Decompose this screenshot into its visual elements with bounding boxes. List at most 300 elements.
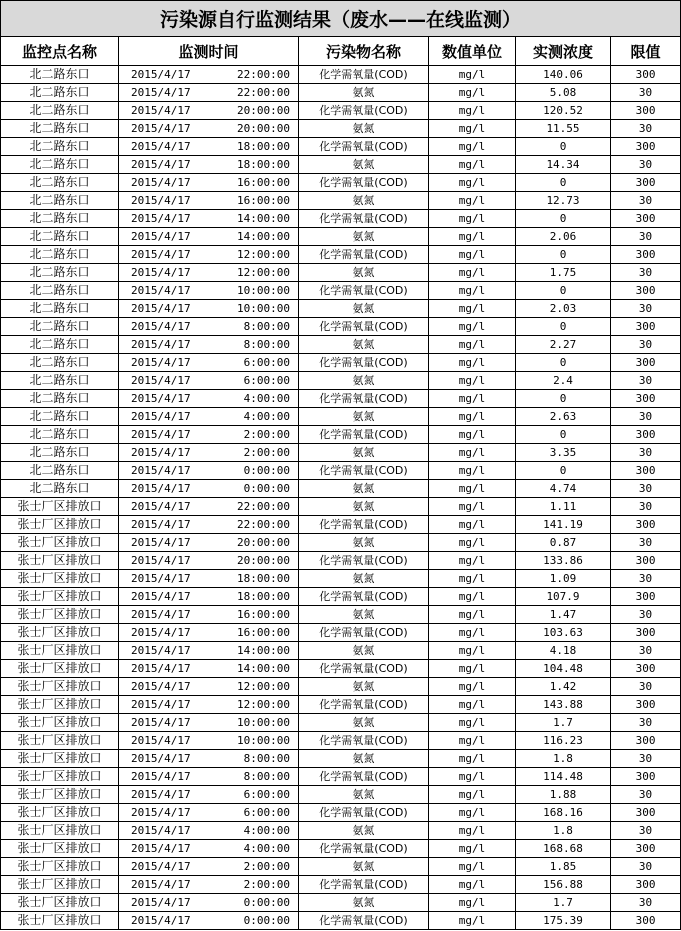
datetime-cell [119, 246, 299, 264]
measured-cell: 175.39 [516, 912, 611, 930]
unit-cell: mg/l [429, 408, 516, 426]
table-row [1, 336, 681, 354]
site-cell: 张士厂区排放口 [1, 552, 119, 570]
pollutant-cell: 氨氮 [299, 894, 429, 912]
pollutant-cell: 化学需氧量(COD) [299, 246, 429, 264]
site-cell: 张士厂区排放口 [1, 912, 119, 930]
date-value: 2015/4/17 [131, 338, 191, 351]
measured-cell: 156.88 [516, 876, 611, 894]
datetime-cell [119, 516, 299, 534]
pollutant-cell: 化学需氧量(COD) [299, 624, 429, 642]
pollutant-cell: 氨氮 [299, 408, 429, 426]
measured-cell: 107.9 [516, 588, 611, 606]
site-cell: 张士厂区排放口 [1, 876, 119, 894]
date-value: 2015/4/17 [131, 896, 191, 909]
header-time: 监测时间 [119, 37, 299, 66]
measured-cell: 0 [516, 318, 611, 336]
site-cell: 北二路东口 [1, 102, 119, 120]
pollutant-cell: 氨氮 [299, 336, 429, 354]
table-row [1, 516, 681, 534]
site-cell: 北二路东口 [1, 354, 119, 372]
pollutant-cell: 化学需氧量(COD) [299, 588, 429, 606]
limit-cell: 30 [611, 444, 681, 462]
datetime-cell [119, 786, 299, 804]
site-cell: 张士厂区排放口 [1, 732, 119, 750]
measured-cell: 4.18 [516, 642, 611, 660]
datetime-cell [119, 696, 299, 714]
pollutant-cell: 氨氮 [299, 120, 429, 138]
datetime-cell [119, 588, 299, 606]
table-title: 污染源自行监测结果（废水——在线监测） [1, 1, 681, 37]
site-cell: 北二路东口 [1, 174, 119, 192]
time-value: 2:00:00 [243, 428, 290, 441]
time-value: 4:00:00 [243, 842, 290, 855]
unit-cell: mg/l [429, 750, 516, 768]
site-cell: 张士厂区排放口 [1, 570, 119, 588]
site-cell: 张士厂区排放口 [1, 534, 119, 552]
time-value: 16:00:00 [237, 626, 290, 639]
pollutant-cell: 氨氮 [299, 264, 429, 282]
datetime-cell [119, 840, 299, 858]
table-row [1, 840, 681, 858]
unit-cell: mg/l [429, 624, 516, 642]
site-cell: 张士厂区排放口 [1, 660, 119, 678]
unit-cell: mg/l [429, 606, 516, 624]
measured-cell: 114.48 [516, 768, 611, 786]
date-value: 2015/4/17 [131, 410, 191, 423]
limit-cell: 300 [611, 210, 681, 228]
site-cell: 北二路东口 [1, 228, 119, 246]
pollutant-cell: 化学需氧量(COD) [299, 318, 429, 336]
pollutant-cell: 化学需氧量(COD) [299, 66, 429, 84]
pollutant-cell: 化学需氧量(COD) [299, 840, 429, 858]
date-value: 2015/4/17 [131, 518, 191, 531]
site-cell: 北二路东口 [1, 390, 119, 408]
header-row [1, 37, 681, 66]
pollutant-cell: 氨氮 [299, 192, 429, 210]
site-cell: 张士厂区排放口 [1, 822, 119, 840]
datetime-cell [119, 480, 299, 498]
unit-cell: mg/l [429, 894, 516, 912]
date-value: 2015/4/17 [131, 734, 191, 747]
unit-cell: mg/l [429, 786, 516, 804]
site-cell: 张士厂区排放口 [1, 714, 119, 732]
site-cell: 张士厂区排放口 [1, 498, 119, 516]
unit-cell: mg/l [429, 660, 516, 678]
unit-cell: mg/l [429, 858, 516, 876]
time-value: 10:00:00 [237, 734, 290, 747]
time-value: 10:00:00 [237, 284, 290, 297]
table-row [1, 786, 681, 804]
unit-cell: mg/l [429, 732, 516, 750]
measured-cell: 0 [516, 426, 611, 444]
pollutant-cell: 化学需氧量(COD) [299, 912, 429, 930]
time-value: 20:00:00 [237, 554, 290, 567]
time-value: 2:00:00 [243, 446, 290, 459]
pollutant-cell: 氨氮 [299, 714, 429, 732]
measured-cell: 2.06 [516, 228, 611, 246]
measured-cell: 1.75 [516, 264, 611, 282]
measured-cell: 12.73 [516, 192, 611, 210]
datetime-cell [119, 768, 299, 786]
site-cell: 北二路东口 [1, 444, 119, 462]
site-cell: 北二路东口 [1, 246, 119, 264]
unit-cell: mg/l [429, 876, 516, 894]
limit-cell: 30 [611, 570, 681, 588]
measured-cell: 1.7 [516, 894, 611, 912]
header-site: 监控点名称 [1, 37, 119, 66]
date-value: 2015/4/17 [131, 590, 191, 603]
date-value: 2015/4/17 [131, 644, 191, 657]
datetime-cell [119, 336, 299, 354]
unit-cell: mg/l [429, 300, 516, 318]
measured-cell: 1.7 [516, 714, 611, 732]
measured-cell: 1.11 [516, 498, 611, 516]
datetime-cell [119, 120, 299, 138]
limit-cell: 30 [611, 498, 681, 516]
date-value: 2015/4/17 [131, 626, 191, 639]
table-row [1, 300, 681, 318]
table-row [1, 282, 681, 300]
date-value: 2015/4/17 [131, 482, 191, 495]
unit-cell: mg/l [429, 264, 516, 282]
measured-cell: 4.74 [516, 480, 611, 498]
date-value: 2015/4/17 [131, 842, 191, 855]
pollutant-cell: 氨氮 [299, 228, 429, 246]
measured-cell: 143.88 [516, 696, 611, 714]
table-row [1, 858, 681, 876]
site-cell: 北二路东口 [1, 192, 119, 210]
site-cell: 张士厂区排放口 [1, 840, 119, 858]
date-value: 2015/4/17 [131, 302, 191, 315]
limit-cell: 300 [611, 588, 681, 606]
measured-cell: 103.63 [516, 624, 611, 642]
site-cell: 张士厂区排放口 [1, 750, 119, 768]
limit-cell: 30 [611, 228, 681, 246]
unit-cell: mg/l [429, 318, 516, 336]
date-value: 2015/4/17 [131, 878, 191, 891]
measured-cell: 0 [516, 390, 611, 408]
datetime-cell [119, 318, 299, 336]
time-value: 22:00:00 [237, 86, 290, 99]
pollutant-cell: 化学需氧量(COD) [299, 390, 429, 408]
datetime-cell [119, 228, 299, 246]
pollutant-cell: 氨氮 [299, 534, 429, 552]
measured-cell: 0 [516, 354, 611, 372]
table-row [1, 570, 681, 588]
limit-cell: 30 [611, 642, 681, 660]
table-row [1, 768, 681, 786]
limit-cell: 30 [611, 120, 681, 138]
table-row [1, 210, 681, 228]
time-value: 22:00:00 [237, 68, 290, 81]
measured-cell: 1.09 [516, 570, 611, 588]
table-body [1, 66, 681, 930]
limit-cell: 300 [611, 624, 681, 642]
date-value: 2015/4/17 [131, 284, 191, 297]
measured-cell: 116.23 [516, 732, 611, 750]
unit-cell: mg/l [429, 390, 516, 408]
measured-cell: 2.03 [516, 300, 611, 318]
unit-cell: mg/l [429, 714, 516, 732]
pollutant-cell: 氨氮 [299, 372, 429, 390]
unit-cell: mg/l [429, 120, 516, 138]
date-value: 2015/4/17 [131, 914, 191, 927]
datetime-cell [119, 714, 299, 732]
time-value: 18:00:00 [237, 572, 290, 585]
date-value: 2015/4/17 [131, 536, 191, 549]
unit-cell: mg/l [429, 444, 516, 462]
unit-cell: mg/l [429, 354, 516, 372]
datetime-cell [119, 606, 299, 624]
table-row [1, 66, 681, 84]
date-value: 2015/4/17 [131, 770, 191, 783]
time-value: 10:00:00 [237, 716, 290, 729]
table-row [1, 444, 681, 462]
pollutant-cell: 氨氮 [299, 642, 429, 660]
site-cell: 张士厂区排放口 [1, 642, 119, 660]
pollutant-cell: 氨氮 [299, 156, 429, 174]
measured-cell: 1.42 [516, 678, 611, 696]
limit-cell: 30 [611, 480, 681, 498]
measured-cell: 168.16 [516, 804, 611, 822]
measured-cell: 1.8 [516, 750, 611, 768]
time-value: 6:00:00 [243, 374, 290, 387]
site-cell: 张士厂区排放口 [1, 678, 119, 696]
limit-cell: 30 [611, 606, 681, 624]
table-row [1, 120, 681, 138]
date-value: 2015/4/17 [131, 608, 191, 621]
measured-cell: 11.55 [516, 120, 611, 138]
time-value: 0:00:00 [243, 914, 290, 927]
pollutant-cell: 氨氮 [299, 678, 429, 696]
datetime-cell [119, 84, 299, 102]
header-pollutant: 污染物名称 [299, 37, 429, 66]
table-row [1, 642, 681, 660]
pollutant-cell: 化学需氧量(COD) [299, 462, 429, 480]
time-value: 14:00:00 [237, 662, 290, 675]
datetime-cell [119, 858, 299, 876]
time-value: 6:00:00 [243, 806, 290, 819]
datetime-cell [119, 156, 299, 174]
datetime-cell [119, 534, 299, 552]
date-value: 2015/4/17 [131, 554, 191, 567]
table-row [1, 678, 681, 696]
measured-cell: 1.85 [516, 858, 611, 876]
limit-cell: 300 [611, 804, 681, 822]
limit-cell: 300 [611, 660, 681, 678]
time-value: 8:00:00 [243, 320, 290, 333]
table-row [1, 246, 681, 264]
date-value: 2015/4/17 [131, 680, 191, 693]
table-row [1, 102, 681, 120]
table-row [1, 408, 681, 426]
pollutant-cell: 氨氮 [299, 570, 429, 588]
unit-cell: mg/l [429, 912, 516, 930]
table-row [1, 480, 681, 498]
date-value: 2015/4/17 [131, 752, 191, 765]
table-row [1, 264, 681, 282]
pollutant-cell: 氨氮 [299, 300, 429, 318]
time-value: 4:00:00 [243, 410, 290, 423]
measured-cell: 120.52 [516, 102, 611, 120]
unit-cell: mg/l [429, 174, 516, 192]
pollutant-cell: 氨氮 [299, 444, 429, 462]
datetime-cell [119, 390, 299, 408]
date-value: 2015/4/17 [131, 248, 191, 261]
limit-cell: 30 [611, 336, 681, 354]
measured-cell: 1.47 [516, 606, 611, 624]
date-value: 2015/4/17 [131, 230, 191, 243]
time-value: 8:00:00 [243, 338, 290, 351]
measured-cell: 141.19 [516, 516, 611, 534]
site-cell: 张士厂区排放口 [1, 786, 119, 804]
measured-cell: 2.4 [516, 372, 611, 390]
time-value: 6:00:00 [243, 356, 290, 369]
datetime-cell [119, 372, 299, 390]
site-cell: 北二路东口 [1, 462, 119, 480]
measured-cell: 5.08 [516, 84, 611, 102]
site-cell: 张士厂区排放口 [1, 516, 119, 534]
table-row [1, 822, 681, 840]
datetime-cell [119, 102, 299, 120]
unit-cell: mg/l [429, 696, 516, 714]
table-row [1, 912, 681, 930]
date-value: 2015/4/17 [131, 374, 191, 387]
site-cell: 北二路东口 [1, 138, 119, 156]
date-value: 2015/4/17 [131, 122, 191, 135]
limit-cell: 300 [611, 462, 681, 480]
site-cell: 北二路东口 [1, 84, 119, 102]
pollutant-cell: 化学需氧量(COD) [299, 102, 429, 120]
pollutant-cell: 化学需氧量(COD) [299, 768, 429, 786]
date-value: 2015/4/17 [131, 266, 191, 279]
pollutant-cell: 氨氮 [299, 822, 429, 840]
unit-cell: mg/l [429, 336, 516, 354]
unit-cell: mg/l [429, 570, 516, 588]
date-value: 2015/4/17 [131, 140, 191, 153]
datetime-cell [119, 408, 299, 426]
limit-cell: 30 [611, 678, 681, 696]
table-row [1, 426, 681, 444]
time-value: 12:00:00 [237, 248, 290, 261]
time-value: 8:00:00 [243, 752, 290, 765]
unit-cell: mg/l [429, 588, 516, 606]
measured-cell: 0 [516, 246, 611, 264]
limit-cell: 300 [611, 516, 681, 534]
table-row [1, 714, 681, 732]
datetime-cell [119, 876, 299, 894]
measured-cell: 0.87 [516, 534, 611, 552]
measured-cell: 2.63 [516, 408, 611, 426]
time-value: 22:00:00 [237, 518, 290, 531]
time-value: 18:00:00 [237, 158, 290, 171]
datetime-cell [119, 210, 299, 228]
site-cell: 张士厂区排放口 [1, 588, 119, 606]
limit-cell: 30 [611, 408, 681, 426]
time-value: 14:00:00 [237, 212, 290, 225]
limit-cell: 30 [611, 156, 681, 174]
measured-cell: 3.35 [516, 444, 611, 462]
unit-cell: mg/l [429, 552, 516, 570]
site-cell: 北二路东口 [1, 120, 119, 138]
pollutant-cell: 氨氮 [299, 786, 429, 804]
table-row [1, 372, 681, 390]
date-value: 2015/4/17 [131, 68, 191, 81]
limit-cell: 300 [611, 426, 681, 444]
site-cell: 北二路东口 [1, 336, 119, 354]
measured-cell: 140.06 [516, 66, 611, 84]
table-row [1, 876, 681, 894]
unit-cell: mg/l [429, 480, 516, 498]
table-row [1, 318, 681, 336]
pollutant-cell: 化学需氧量(COD) [299, 354, 429, 372]
site-cell: 张士厂区排放口 [1, 804, 119, 822]
unit-cell: mg/l [429, 66, 516, 84]
datetime-cell [119, 444, 299, 462]
time-value: 0:00:00 [243, 464, 290, 477]
table-row [1, 660, 681, 678]
date-value: 2015/4/17 [131, 716, 191, 729]
time-value: 0:00:00 [243, 482, 290, 495]
limit-cell: 300 [611, 174, 681, 192]
datetime-cell [119, 282, 299, 300]
limit-cell: 30 [611, 894, 681, 912]
time-value: 16:00:00 [237, 176, 290, 189]
pollutant-cell: 氨氮 [299, 480, 429, 498]
limit-cell: 30 [611, 300, 681, 318]
unit-cell: mg/l [429, 840, 516, 858]
pollutant-cell: 化学需氧量(COD) [299, 426, 429, 444]
datetime-cell [119, 732, 299, 750]
header-limit: 限值 [611, 37, 681, 66]
unit-cell: mg/l [429, 246, 516, 264]
site-cell: 北二路东口 [1, 372, 119, 390]
measured-cell: 0 [516, 282, 611, 300]
pollutant-cell: 化学需氧量(COD) [299, 174, 429, 192]
unit-cell: mg/l [429, 516, 516, 534]
measured-cell: 0 [516, 462, 611, 480]
site-cell: 北二路东口 [1, 210, 119, 228]
table-row [1, 228, 681, 246]
limit-cell: 30 [611, 786, 681, 804]
measured-cell: 168.68 [516, 840, 611, 858]
pollutant-cell: 化学需氧量(COD) [299, 282, 429, 300]
date-value: 2015/4/17 [131, 356, 191, 369]
datetime-cell [119, 894, 299, 912]
date-value: 2015/4/17 [131, 860, 191, 873]
time-value: 4:00:00 [243, 392, 290, 405]
limit-cell: 300 [611, 282, 681, 300]
measured-cell: 0 [516, 174, 611, 192]
table-row [1, 390, 681, 408]
limit-cell: 300 [611, 768, 681, 786]
site-cell: 北二路东口 [1, 156, 119, 174]
date-value: 2015/4/17 [131, 212, 191, 225]
limit-cell: 300 [611, 66, 681, 84]
limit-cell: 30 [611, 192, 681, 210]
pollutant-cell: 氨氮 [299, 750, 429, 768]
limit-cell: 30 [611, 714, 681, 732]
table-row [1, 624, 681, 642]
datetime-cell [119, 678, 299, 696]
date-value: 2015/4/17 [131, 176, 191, 189]
time-value: 4:00:00 [243, 824, 290, 837]
date-value: 2015/4/17 [131, 104, 191, 117]
unit-cell: mg/l [429, 192, 516, 210]
measured-cell: 1.88 [516, 786, 611, 804]
table-row [1, 192, 681, 210]
